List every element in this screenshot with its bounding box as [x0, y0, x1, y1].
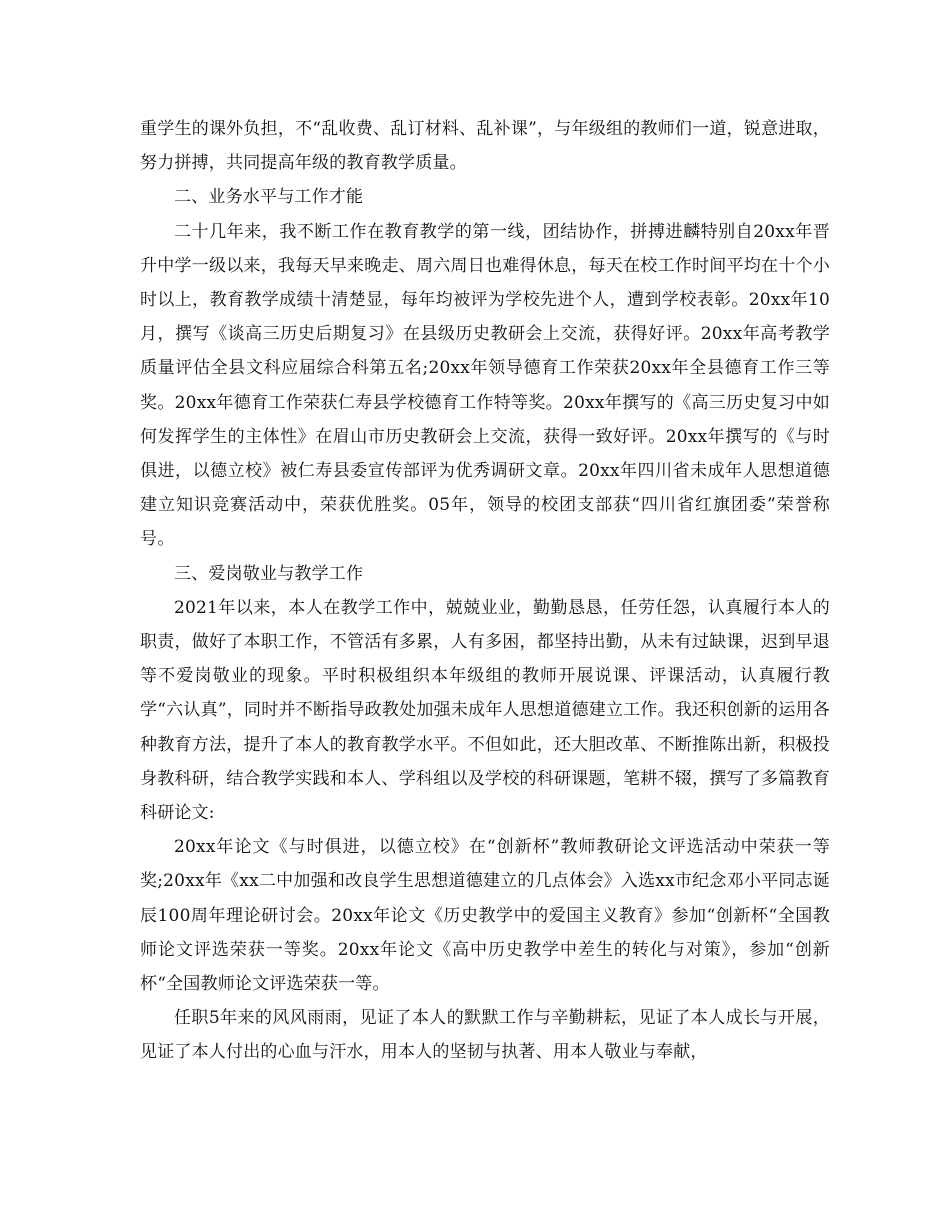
paragraph-paper-awards: 20xx年论文《与时俱进，以德立校》在“创新杯”教师教研论文评选活动中荣获一等奖;20xx年《xx二中加强和改良学生思想道德建立的几点体会》入选xx市纪念邓小平同志诞辰100周年理论研讨会。20xx年论文《历史教学中的爱国主义教育》参加“创新杯“全国教师论文评选荣获一等奖。20xx年论文《高中历史教学中差生的转化与对策》，参加“创新杯“全国教师论文评选荣获一等。 [140, 837, 830, 995]
paragraph-five-years: 任职5年来的风风雨雨，见证了本人的默默工作与辛勤耕耘，见证了本人成长与开展，见证了本人付出的心血与汗水，用本人的坚韧与执著、用本人敬业与奉献， [140, 1008, 830, 1063]
paragraph-intro-continuation: 重学生的课外负担，不“乱收费、乱订材料、乱补课”，与年级组的教师们一道，锐意进取，努力拼搏，共同提高年级的教育教学质量。 [140, 119, 830, 174]
document-body [140, 112, 830, 1070]
paragraph-teaching-work: 2021年以来，本人在教学工作中，兢兢业业，勤勤恳恳，任劳任怨，认真履行本人的职责，做好了本职工作，不管活有多累，人有多困，都坚持出勤，从未有过缺课，迟到早退等不爱岗敬业的现象。平时积极组织本年级组的教师开展说课、评课活动，认真履行教学“六认真”，同时并不断指导政教处加强未成年人思想道德建立工作。我还积创新的运用各种教育方法，提升了本人的教育教学水平。不但如此，还大胆改革、不断推陈出新，积极投身教科研，结合教学实践和本人、学科组以及学校的科研课题，笔耕不辍，撰写了多篇教育科研论文: [140, 597, 830, 824]
section-heading-dedication-teaching: 三、爱岗敬业与教学工作 [174, 563, 364, 584]
section-heading-business-level: 二、业务水平与工作才能 [174, 187, 364, 208]
paragraph-work-achievements: 二十几年来，我不断工作在教育教学的第一线，团结协作，拼搏进麟特别自20xx年晋升中学一级以来，我每天早来晚走、周六周日也难得休息，每天在校工作时间平均在十个小时以上，教育教学成绩十清楚显，每年均被评为学校先进个人，遭到学校表彰。20xx年10月，撰写《谈高三历史后期复习》在县级历史教研会上交流，获得好评。20xx年高考教学质量评估全县文科应届综合科第五名;20xx年领导德育工作荣获20xx年全县德育工作三等奖。20xx年德育工作荣获仁寿县学校德育工作特等奖。20xx年撰写的《高三历史复习中如何发挥学生的主体性》在眉山市历史教研会上交流，获得一致好评。20xx年撰写的《与时俱进，以德立校》被仁寿县委宣传部评为优秀调研文章。20xx年四川省未成年人思想道德建立知识竞赛活动中，荣获优胜奖。05年，领导的校团支部获“四川省红旗团委”荣誉称号。 [140, 221, 830, 550]
